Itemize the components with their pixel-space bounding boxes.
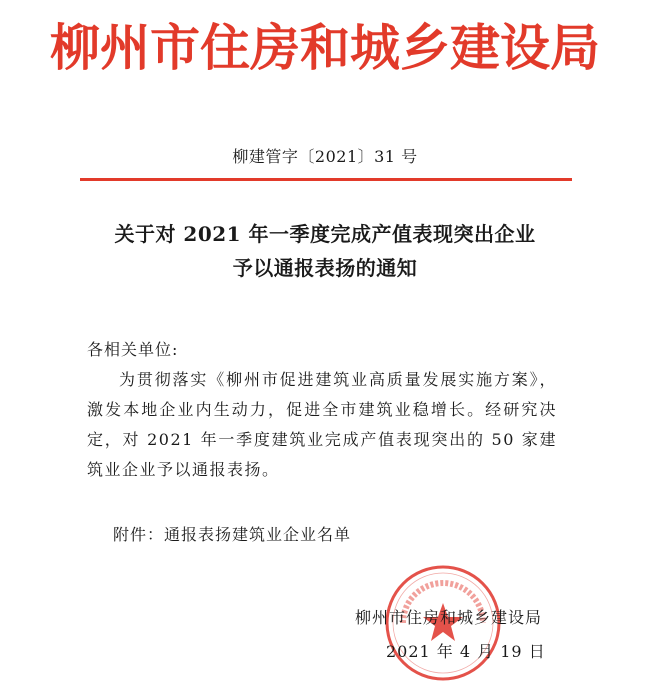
- title-line-2: 予以通报表扬的通知: [232, 256, 418, 280]
- body-paragraph: 为贯彻落实《柳州市促进建筑业高质量发展实施方案》，激发本地企业内生动力，促进全市建筑业稳增长。经研究决定，对 2021 年一季度建筑业完成产值表现突出的 50 家建筑业企业予以通报表扬。: [87, 370, 557, 479]
- signing-authority: 柳州市住房和城乡建设局: [355, 608, 543, 627]
- attachment-note: 附件：通报表扬建筑业企业名单: [113, 525, 352, 544]
- red-divider-line: [80, 178, 572, 181]
- salutation: 各相关单位:: [87, 340, 179, 359]
- document-title: [60, 217, 590, 285]
- issuing-authority-header: 柳州市住房和城乡建设局: [50, 18, 600, 77]
- title-line-1: 关于对 2021 年一季度完成产值表现突出企业: [114, 222, 536, 246]
- document-number: 柳建管字〔2021〕31 号: [232, 147, 418, 166]
- issue-date: 2021 年 4 月 19 日: [386, 642, 546, 661]
